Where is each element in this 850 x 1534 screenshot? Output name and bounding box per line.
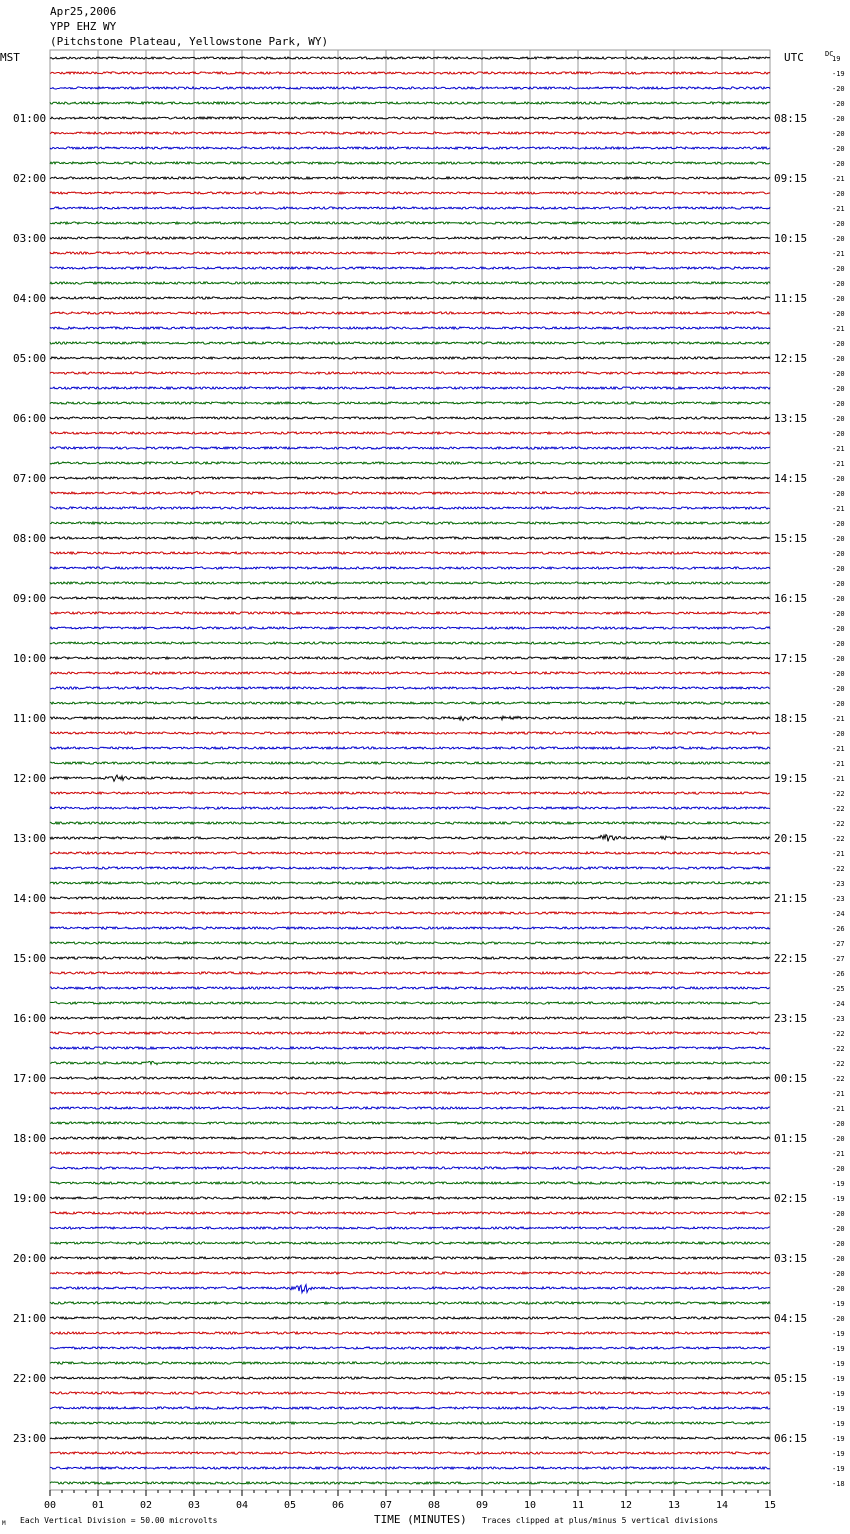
dc-offset-label: -20 (832, 700, 845, 708)
trace-line (50, 835, 770, 842)
right-hour-label: 14:15 (774, 472, 808, 485)
dc-offset-label: -20 (832, 490, 845, 498)
dc-offset-label: -20 (832, 310, 845, 318)
vertical-division-note: Each Vertical Division = 50.00 microvolts (20, 1516, 218, 1525)
trace-line (50, 1407, 770, 1409)
dc-offset-label: -22 (832, 1060, 845, 1068)
dc-offset-label: -19 (832, 1465, 845, 1473)
trace-line (50, 282, 770, 284)
dc-offset-label: -20 (832, 580, 845, 588)
trace-line (50, 207, 770, 209)
trace-line (50, 297, 770, 299)
trace-line (50, 1467, 770, 1469)
dc-offset-label: -20 (832, 265, 845, 273)
x-tick-label: 12 (619, 1500, 633, 1511)
trace-line (50, 342, 770, 344)
x-tick-label: 06 (331, 1500, 345, 1511)
right-hour-label: 20:15 (774, 832, 808, 845)
dc-offset-label: -20 (832, 400, 845, 408)
x-tick-label: 05 (283, 1500, 297, 1511)
trace-line (50, 927, 770, 929)
x-tick-label: 01 (91, 1500, 105, 1511)
dc-offset-label: -20 (832, 100, 845, 108)
dc-offset-label: -21 (832, 460, 845, 468)
left-hour-label: 01:00 (13, 112, 47, 125)
dc-offset-label: -21 (832, 745, 845, 753)
dc-offset-label: -21 (832, 715, 845, 723)
dc-offset-label: -20 (832, 595, 845, 603)
left-hour-label: 04:00 (13, 292, 47, 305)
dc-offset-label: -23 (832, 880, 845, 888)
dc-offset-label: -23 (832, 895, 845, 903)
dc-offset-label: -19 (832, 1180, 845, 1188)
right-hour-label: 12:15 (774, 352, 808, 365)
dc-offset-label: -20 (832, 1255, 845, 1263)
dc-offset-label: -20 (832, 565, 845, 573)
trace-line (50, 1227, 770, 1229)
right-hour-label: 01:15 (774, 1132, 808, 1145)
dc-offset-label: -19 (832, 1345, 845, 1353)
x-tick-label: 09 (475, 1500, 489, 1511)
trace-line (50, 1272, 770, 1274)
dc-offset-label: -20 (832, 385, 845, 393)
trace-line (50, 507, 770, 509)
dc-offset-label: -20 (832, 1165, 845, 1173)
dc-offset-label: -19 (832, 70, 845, 78)
dc-offset-label: -26 (832, 970, 845, 978)
left-hour-label: 16:00 (13, 1012, 47, 1025)
trace-line (50, 117, 770, 119)
dc-offset-label: -23 (832, 1015, 845, 1023)
traces (50, 57, 770, 1484)
left-hour-label: 22:00 (13, 1372, 47, 1385)
x-tick-label: 08 (427, 1500, 441, 1511)
left-hour-label: 03:00 (13, 232, 47, 245)
right-zone-label: UTC (784, 51, 804, 64)
left-hour-label: 08:00 (13, 532, 47, 545)
dc-offset-label: -27 (832, 940, 845, 948)
right-hour-label: 11:15 (774, 292, 808, 305)
trace-line (50, 1182, 770, 1184)
left-hour-label: 19:00 (13, 1192, 47, 1205)
right-hour-label: 16:15 (774, 592, 808, 605)
left-hour-label: 17:00 (13, 1072, 47, 1085)
left-hour-label: 20:00 (13, 1252, 47, 1265)
dc-offset-label: -19 (832, 1360, 845, 1368)
dc-offset-label: -20 (832, 430, 845, 438)
dc-offset-label: -21 (832, 175, 845, 183)
trace-line (50, 1332, 770, 1334)
trace-line (50, 57, 770, 59)
trace-line (50, 1377, 770, 1379)
trace-line (50, 716, 770, 720)
dc-offset-label: -24 (832, 910, 845, 918)
left-hour-label: 06:00 (13, 412, 47, 425)
trace-line (50, 957, 770, 959)
dc-offset-label: -21 (832, 850, 845, 858)
x-tick-label: 14 (715, 1500, 729, 1511)
trace-line (50, 1482, 770, 1484)
right-hour-label: 19:15 (774, 772, 808, 785)
dc-offset-label: -22 (832, 865, 845, 873)
dc-offset-label: -19 (832, 1435, 845, 1443)
trace-line (50, 687, 770, 689)
trace-line (50, 1137, 770, 1139)
trace-line (50, 417, 770, 419)
trace-line (50, 1197, 770, 1199)
trace-line (50, 372, 770, 374)
left-hour-label: 09:00 (13, 592, 47, 605)
dc-offset-label: -22 (832, 835, 845, 843)
dc-offset-label: -20 (832, 370, 845, 378)
right-hour-label: 23:15 (774, 1012, 808, 1025)
dc-offset-label: -20 (832, 1315, 845, 1323)
right-hour-label: 00:15 (774, 1072, 808, 1085)
trace-line (50, 491, 770, 494)
dc-offset-label: -20 (832, 535, 845, 543)
trace-line (50, 1167, 770, 1169)
dc-offset-label: -20 (832, 340, 845, 348)
trace-line (50, 1017, 770, 1019)
dc-offset-label: -22 (832, 790, 845, 798)
dc-offset-label: -21 (832, 505, 845, 513)
dc-offset-label: -20 (832, 160, 845, 168)
dc-offset-label: -21 (832, 325, 845, 333)
dc-offset-label: -21 (832, 1150, 845, 1158)
dc-offset-label: -20 (832, 1120, 845, 1128)
trace-line (50, 942, 770, 944)
right-hour-label: 05:15 (774, 1372, 808, 1385)
trace-line (50, 462, 770, 464)
dc-offset-label: -20 (832, 685, 845, 693)
left-hour-label: 14:00 (13, 892, 47, 905)
right-hour-label: 21:15 (774, 892, 808, 905)
x-tick-label: 02 (139, 1500, 153, 1511)
dc-offset-label: -25 (832, 985, 845, 993)
dc-offset-label: -19 (832, 1330, 845, 1338)
x-tick-label: 10 (523, 1500, 537, 1511)
dc-offset-label: -20 (832, 670, 845, 678)
dc-offset-label: -20 (832, 625, 845, 633)
trace-line (50, 1107, 770, 1109)
trace-line (50, 582, 770, 584)
x-tick-label: 04 (235, 1500, 249, 1511)
clipping-note: Traces clipped at plus/minus 5 vertical divisions (482, 1516, 719, 1525)
dc-offset-label: -20 (832, 1240, 845, 1248)
right-hour-label: 02:15 (774, 1192, 808, 1205)
trace-line (50, 402, 770, 404)
dc-offset-label: -21 (832, 250, 845, 258)
trace-line (50, 537, 770, 539)
trace-line (50, 807, 770, 809)
trace-line (50, 1032, 770, 1034)
dc-offset-label: -18 (832, 1480, 845, 1488)
trace-line (50, 267, 770, 269)
trace-line (50, 642, 770, 644)
trace-line (50, 1422, 770, 1424)
trace-line (50, 762, 770, 764)
dc-offset-label: -22 (832, 1075, 845, 1083)
trace-line (50, 327, 770, 329)
dc-offset-label: -27 (832, 955, 845, 963)
dc-offset-label: -19 (832, 1195, 845, 1203)
trace-line (50, 1212, 770, 1214)
trace-line (50, 432, 770, 434)
x-tick-label: 07 (379, 1500, 393, 1511)
dc-offset-label: -20 (832, 655, 845, 663)
right-hour-label: 08:15 (774, 112, 808, 125)
trace-line (50, 867, 770, 869)
trace-line (50, 1317, 770, 1319)
dc-offset-label: -20 (832, 475, 845, 483)
trace-line (50, 912, 770, 914)
dc-offset-label: -22 (832, 820, 845, 828)
trace-line (50, 775, 770, 781)
trace-line (50, 567, 770, 569)
right-hour-label: 06:15 (774, 1432, 808, 1445)
trace-line (50, 222, 770, 224)
trace-line (50, 162, 770, 164)
station-code: YPP EHZ WY (50, 20, 117, 33)
dc-offset-label: -20 (832, 610, 845, 618)
trace-line (50, 102, 770, 104)
trace-line (50, 612, 770, 614)
trace-line (50, 552, 770, 554)
left-hour-label: 21:00 (13, 1312, 47, 1325)
dc-offset-label: -20 (832, 115, 845, 123)
trace-line (50, 597, 770, 599)
trace-line (50, 702, 770, 704)
dc-offset-label: -19 (832, 1450, 845, 1458)
dc-offset-label: -20 (832, 355, 845, 363)
dc-offset-label: -19 (832, 1390, 845, 1398)
dc-offset-label: -20 (832, 85, 845, 93)
left-zone-label: MST (0, 51, 20, 64)
trace-line (50, 792, 770, 794)
left-hour-label: 07:00 (13, 472, 47, 485)
trace-line (50, 1347, 770, 1349)
record-date: Apr25,2006 (50, 5, 117, 18)
dc-offset-label: -21 (832, 445, 845, 453)
left-hour-label: 10:00 (13, 652, 47, 665)
dc-offset-label: -19 (832, 1405, 845, 1413)
trace-line (50, 1302, 770, 1304)
trace-line (50, 237, 770, 239)
left-hour-label: 02:00 (13, 172, 47, 185)
dc-offset-label: -20 (832, 145, 845, 153)
dc-offset-label: -20 (832, 1225, 845, 1233)
x-tick-label: 15 (763, 1500, 777, 1511)
dc-offset-label: -20 (832, 1210, 845, 1218)
trace-line (50, 972, 770, 974)
dc-offset-label: -24 (832, 1000, 845, 1008)
trace-line (50, 657, 770, 659)
trace-line (50, 1437, 770, 1439)
dc-offset-label: -20 (832, 220, 845, 228)
dc-offset-label: -26 (832, 925, 845, 933)
dc-offset-label: -20 (832, 190, 845, 198)
dc-offset-label: -20 (832, 1135, 845, 1143)
dc-label: DC (825, 50, 834, 58)
trace-line (50, 897, 770, 899)
station-location: (Pitchstone Plateau, Yellowstone Park, WY) (50, 35, 329, 48)
left-hour-label: 15:00 (13, 952, 47, 965)
trace-line (50, 72, 770, 74)
dc-offset-label: -20 (832, 130, 845, 138)
trace-line (50, 357, 770, 359)
dc-offset-label: 19 (832, 55, 841, 63)
left-hour-label: 23:00 (13, 1432, 47, 1445)
dc-offset-label: -20 (832, 550, 845, 558)
trace-line (50, 1092, 770, 1094)
x-tick-label: 13 (667, 1500, 681, 1511)
x-tick-label: 11 (571, 1500, 585, 1511)
trace-line (50, 1452, 770, 1454)
trace-line (50, 252, 770, 254)
trace-line (50, 312, 770, 314)
trace-line (50, 87, 770, 89)
dc-offset-label: -20 (832, 520, 845, 528)
trace-line (50, 1257, 770, 1259)
x-tick-label: 00 (43, 1500, 57, 1511)
dc-offset-label: -22 (832, 1030, 845, 1038)
trace-line (50, 1242, 770, 1244)
footer-mark: M (2, 1520, 6, 1527)
x-axis-title: TIME (MINUTES) (374, 1513, 467, 1526)
left-hour-label: 13:00 (13, 832, 47, 845)
trace-line (50, 747, 770, 749)
dc-offset-label: -21 (832, 760, 845, 768)
footer (2, 1513, 718, 1527)
left-hour-label: 05:00 (13, 352, 47, 365)
dc-offset-label: -19 (832, 1420, 845, 1428)
x-tick-label: 03 (187, 1500, 201, 1511)
grid (50, 50, 770, 1496)
trace-line (50, 882, 770, 884)
trace-line (50, 1061, 770, 1064)
trace-line (50, 147, 770, 149)
trace-line (50, 177, 770, 179)
trace-line (50, 132, 770, 134)
dc-offset-label: -20 (832, 1285, 845, 1293)
right-hour-label: 18:15 (774, 712, 808, 725)
left-hour-label: 12:00 (13, 772, 47, 785)
dc-offset-label: -20 (832, 295, 845, 303)
dc-offset-label: -21 (832, 1090, 845, 1098)
dc-offset-label: -19 (832, 1300, 845, 1308)
dc-offset-label: -20 (832, 415, 845, 423)
trace-line (50, 672, 770, 674)
trace-line (50, 387, 770, 389)
left-hour-label: 18:00 (13, 1132, 47, 1145)
dc-offset-label: -20 (832, 235, 845, 243)
right-hour-label: 15:15 (774, 532, 808, 545)
dc-offset-label: -20 (832, 730, 845, 738)
trace-line (50, 987, 770, 989)
right-hour-label: 17:15 (774, 652, 808, 665)
trace-line (50, 822, 770, 824)
dc-offset-label: -20 (832, 280, 845, 288)
trace-line (50, 1047, 770, 1049)
trace-line (50, 192, 770, 194)
dc-offset-label: -20 (832, 1270, 845, 1278)
dc-offset-label: -19 (832, 1375, 845, 1383)
dc-offset-label: -20 (832, 640, 845, 648)
trace-line (50, 852, 770, 854)
trace-line (50, 1392, 770, 1394)
trace-line (50, 1077, 770, 1079)
trace-line (50, 627, 770, 629)
dc-offset-label: -21 (832, 205, 845, 213)
trace-line (50, 1002, 770, 1004)
dc-offset-label: -22 (832, 805, 845, 813)
trace-line (50, 447, 770, 449)
trace-line (50, 732, 770, 734)
trace-line (50, 1152, 770, 1154)
dc-offset-label: -22 (832, 1045, 845, 1053)
right-hour-label: 13:15 (774, 412, 808, 425)
trace-line (50, 1122, 770, 1124)
dc-offset-label: -21 (832, 1105, 845, 1113)
right-hour-label: 10:15 (774, 232, 808, 245)
left-hour-label: 11:00 (13, 712, 47, 725)
trace-line (50, 1285, 770, 1293)
right-hour-label: 03:15 (774, 1252, 808, 1265)
trace-line (50, 1362, 770, 1364)
right-hour-label: 09:15 (774, 172, 808, 185)
trace-line (50, 522, 770, 524)
right-hour-label: 22:15 (774, 952, 808, 965)
right-hour-label: 04:15 (774, 1312, 808, 1325)
trace-line (50, 477, 770, 479)
dc-offset-label: -21 (832, 775, 845, 783)
